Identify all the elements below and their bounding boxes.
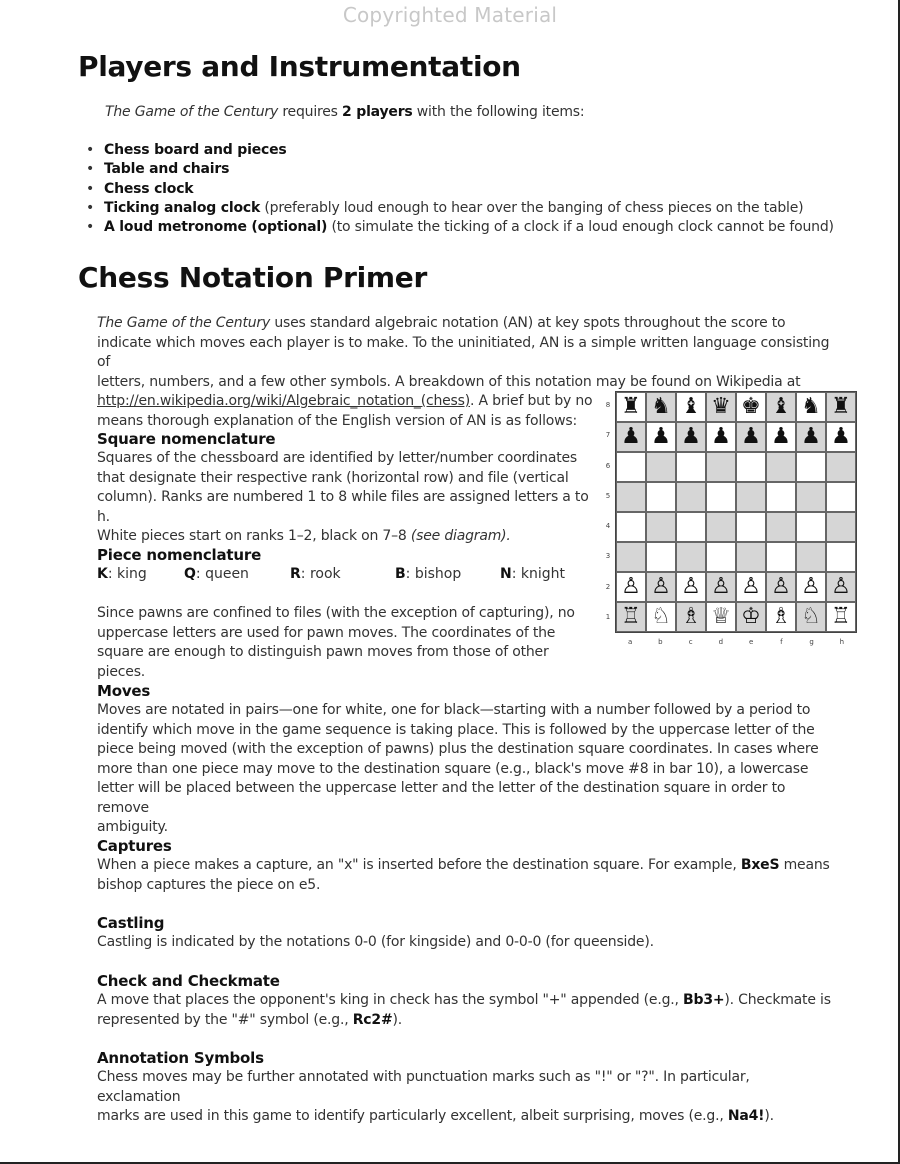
black-bishop-icon: ♝ bbox=[681, 394, 701, 419]
board-square-d5 bbox=[706, 482, 736, 512]
white-king-icon: ♔ bbox=[741, 604, 761, 629]
rank-label: 1 bbox=[605, 612, 611, 621]
white-pawn-icon: ♙ bbox=[831, 574, 851, 599]
captures-section bbox=[97, 837, 837, 895]
board-square-h3 bbox=[826, 542, 856, 572]
players-intro bbox=[105, 103, 584, 123]
board-square-c5 bbox=[676, 482, 706, 512]
board-square-d4 bbox=[706, 512, 736, 542]
item-label: Table and chairs bbox=[104, 161, 230, 178]
item-label: A loud metronome (optional) bbox=[104, 219, 328, 236]
black-bishop-icon: ♝ bbox=[771, 394, 791, 419]
item-label: Chess clock bbox=[104, 180, 194, 197]
file-label: c bbox=[688, 638, 693, 646]
watermark: Copyrighted Material bbox=[342, 3, 558, 27]
board-square-a8 bbox=[616, 392, 646, 422]
white-pawn-icon: ♙ bbox=[681, 574, 701, 599]
board-square-a2 bbox=[616, 572, 646, 602]
piece-king bbox=[97, 566, 147, 582]
piece-queen bbox=[184, 566, 249, 582]
board-square-e2 bbox=[736, 572, 766, 602]
captures-text-end: means bbox=[779, 857, 830, 873]
item-label: Chess board and pieces bbox=[104, 142, 287, 158]
rank-label: 4 bbox=[605, 522, 611, 531]
board-square-f1 bbox=[766, 602, 796, 632]
check-text: A move that places the opponent's king in check has the symbol "+" appended (e.g., bbox=[97, 992, 684, 1008]
board-square-a5 bbox=[616, 482, 646, 512]
captures-text: When a piece makes a capture, an "x" is inserted before the destination square. For example, bbox=[97, 857, 741, 873]
board-square-f5 bbox=[766, 482, 796, 512]
items-list bbox=[86, 141, 834, 237]
board-square-c3 bbox=[676, 542, 706, 572]
notation-example: Rc2# bbox=[352, 1011, 393, 1028]
primer-line: means thorough explanation of the English version of AN is as follows: bbox=[97, 412, 577, 429]
rank-label: 7 bbox=[605, 431, 611, 440]
pawn-line: square are enough to distinguish pawn moves from those of other pieces. bbox=[97, 644, 549, 680]
board-square-c8 bbox=[676, 392, 706, 422]
piece-letter: N bbox=[500, 566, 512, 582]
board-square-h7 bbox=[826, 422, 856, 452]
white-rook-icon: ♖ bbox=[831, 604, 851, 629]
game-title: The Game of the Century bbox=[97, 315, 271, 331]
board-square-b6 bbox=[646, 452, 676, 482]
file-label: e bbox=[748, 638, 754, 646]
list-item bbox=[86, 218, 834, 237]
board-square-g1 bbox=[796, 602, 826, 632]
piece-name: : king bbox=[107, 566, 147, 582]
section-heading-primer: Chess Notation Primer bbox=[78, 261, 428, 294]
board-square-f6 bbox=[766, 452, 796, 482]
piece-letter: R bbox=[290, 566, 301, 582]
square-line: Squares of the chessboard are identified by letter/number coordinates bbox=[97, 450, 577, 466]
check-text-end: ). Checkmate is bbox=[724, 992, 831, 1008]
item-label: Ticking analog clock bbox=[104, 199, 261, 216]
board-square-a1 bbox=[616, 602, 646, 632]
board-square-c6 bbox=[676, 452, 706, 482]
castling-section bbox=[97, 914, 837, 953]
black-pawn-icon: ♟ bbox=[771, 424, 791, 449]
see-diagram: (see diagram). bbox=[410, 528, 511, 544]
bullet: • bbox=[86, 161, 95, 178]
intro-text: requires bbox=[278, 104, 343, 120]
file-label: h bbox=[839, 638, 845, 646]
subheading-annotation: Annotation Symbols bbox=[97, 1049, 264, 1067]
primer-text: . A brief but by no bbox=[470, 393, 593, 409]
item-note: (preferably loud enough to hear over the banging of chess pieces on the table) bbox=[260, 199, 804, 216]
pawn-line: uppercase letters are used for pawn moves. The coordinates of the bbox=[97, 624, 556, 641]
black-rook-icon: ♜ bbox=[831, 394, 851, 419]
board-square-h1 bbox=[826, 602, 856, 632]
black-pawn-icon: ♟ bbox=[741, 424, 761, 449]
black-knight-icon: ♞ bbox=[801, 394, 821, 419]
piece-letter: B bbox=[395, 566, 406, 582]
board-square-g3 bbox=[796, 542, 826, 572]
board-square-a6 bbox=[616, 452, 646, 482]
board-square-e8 bbox=[736, 392, 766, 422]
white-knight-icon: ♘ bbox=[651, 604, 671, 629]
board-square-b4 bbox=[646, 512, 676, 542]
annotation-line bbox=[97, 1107, 837, 1127]
board-square-b5 bbox=[646, 482, 676, 512]
white-bishop-icon: ♗ bbox=[681, 604, 701, 629]
board-square-b7 bbox=[646, 422, 676, 452]
white-pawn-icon: ♙ bbox=[651, 574, 671, 599]
black-pawn-icon: ♟ bbox=[651, 424, 671, 449]
moves-line: piece being moved (with the exception of pawns) plus the destination square coordinates. In cases where bbox=[97, 741, 819, 757]
annotation-text-end: ). bbox=[764, 1108, 774, 1124]
board-square-b8 bbox=[646, 392, 676, 422]
square-line: that designate their respective rank (horizontal row) and file (vertical bbox=[97, 469, 569, 486]
captures-line bbox=[97, 856, 837, 876]
board-square-d2 bbox=[706, 572, 736, 602]
list-item bbox=[86, 141, 834, 160]
board-square-h2 bbox=[826, 572, 856, 602]
board-square-h6 bbox=[826, 452, 856, 482]
black-pawn-icon: ♟ bbox=[801, 424, 821, 449]
white-pawn-icon: ♙ bbox=[801, 574, 821, 599]
section-heading-players: Players and Instrumentation bbox=[78, 50, 521, 83]
moves-line: more than one piece may move to the destination square (e.g., black's move #8 in bar 10), a lowercase bbox=[97, 760, 809, 777]
moves-line: Moves are notated in pairs—one for white, one for black—starting with a number followed by a period to bbox=[97, 702, 811, 718]
moves-section bbox=[97, 682, 837, 838]
board-square-h8 bbox=[826, 392, 856, 422]
wikipedia-link[interactable]: http://en.wikipedia.org/wiki/Algebraic_notation_(chess) bbox=[97, 393, 470, 409]
file-label: a bbox=[627, 638, 633, 646]
white-rook-icon: ♖ bbox=[621, 604, 641, 629]
black-rook-icon: ♜ bbox=[621, 394, 641, 419]
board-square-f2 bbox=[766, 572, 796, 602]
board-square-d8 bbox=[706, 392, 736, 422]
board-square-a3 bbox=[616, 542, 646, 572]
board-square-g6 bbox=[796, 452, 826, 482]
piece-name: : queen bbox=[195, 566, 249, 582]
castling-line: Castling is indicated by the notations 0-0 (for kingside) and 0-0-0 (for queenside). bbox=[97, 934, 654, 950]
subheading-castling: Castling bbox=[97, 914, 165, 932]
black-pawn-icon: ♟ bbox=[681, 424, 701, 449]
board-square-h4 bbox=[826, 512, 856, 542]
white-pawn-icon: ♙ bbox=[771, 574, 791, 599]
primer-line: indicate which moves each player is to make. To the uninitiated, AN is a simple written language consisting of bbox=[97, 334, 830, 370]
board-square-b3 bbox=[646, 542, 676, 572]
bullet: • bbox=[86, 219, 95, 236]
rank-label: 8 bbox=[605, 401, 611, 410]
board-square-f3 bbox=[766, 542, 796, 572]
board-square-d6 bbox=[706, 452, 736, 482]
board-square-g5 bbox=[796, 482, 826, 512]
board-square-c4 bbox=[676, 512, 706, 542]
square-line: column). Ranks are numbered 1 to 8 while files are assigned letters a to h. bbox=[97, 489, 589, 525]
primer-text: uses standard algebraic notation (AN) at key spots throughout the score to bbox=[270, 315, 786, 331]
board-square-d1 bbox=[706, 602, 736, 632]
piece-bishop bbox=[395, 566, 461, 582]
board-square-a7 bbox=[616, 422, 646, 452]
board-square-d3 bbox=[706, 542, 736, 572]
annotation-text: marks are used in this game to identify particularly excellent, albeit surprising, moves (e.g., bbox=[97, 1108, 728, 1124]
piece-letter: Q bbox=[184, 566, 196, 582]
black-king-icon: ♚ bbox=[741, 394, 761, 419]
primer-line bbox=[97, 314, 837, 334]
board-square-c7 bbox=[676, 422, 706, 452]
black-queen-icon: ♛ bbox=[711, 394, 731, 419]
subheading-check: Check and Checkmate bbox=[97, 972, 280, 990]
board-square-e1 bbox=[736, 602, 766, 632]
moves-line: ambiguity. bbox=[97, 819, 168, 835]
pawn-line: Since pawns are confined to files (with the exception of capturing), no bbox=[97, 605, 575, 621]
board-square-d7 bbox=[706, 422, 736, 452]
subheading-piece: Piece nomenclature bbox=[97, 546, 262, 564]
board-square-c1 bbox=[676, 602, 706, 632]
moves-line: identify which move in the game sequence is taking place. This is followed by the uppercase letter of the bbox=[97, 721, 815, 738]
black-pawn-icon: ♟ bbox=[831, 424, 851, 449]
board-square-f8 bbox=[766, 392, 796, 422]
primer-line: letters, numbers, and a few other symbols. A breakdown of this notation may be found on Wikipedia at bbox=[97, 373, 801, 390]
piece-letter: K bbox=[97, 566, 108, 582]
white-knight-icon: ♘ bbox=[801, 604, 821, 629]
file-label: g bbox=[809, 638, 814, 646]
black-knight-icon: ♞ bbox=[651, 394, 671, 419]
subheading-square: Square nomenclature bbox=[97, 430, 276, 448]
list-item bbox=[86, 180, 834, 199]
board-square-f7 bbox=[766, 422, 796, 452]
subheading-moves: Moves bbox=[97, 682, 151, 700]
board-square-h5 bbox=[826, 482, 856, 512]
rank-label: 5 bbox=[605, 491, 611, 500]
check-line bbox=[97, 991, 837, 1011]
board-square-e4 bbox=[736, 512, 766, 542]
black-pawn-icon: ♟ bbox=[711, 424, 731, 449]
white-pawn-icon: ♙ bbox=[621, 574, 641, 599]
rank-label: 3 bbox=[605, 552, 611, 561]
bullet: • bbox=[86, 199, 95, 216]
white-pawn-icon: ♙ bbox=[741, 574, 761, 599]
file-label: d bbox=[718, 638, 724, 646]
game-title: The Game of the Century bbox=[105, 104, 279, 120]
piece-rook bbox=[290, 566, 341, 582]
board-square-e6 bbox=[736, 452, 766, 482]
square-nomenclature bbox=[97, 430, 597, 547]
check-text-end: ). bbox=[392, 1011, 402, 1028]
board-square-f4 bbox=[766, 512, 796, 542]
board-square-g4 bbox=[796, 512, 826, 542]
bullet: • bbox=[86, 142, 95, 158]
board-square-e7 bbox=[736, 422, 766, 452]
list-item bbox=[86, 199, 834, 218]
board-square-g7 bbox=[796, 422, 826, 452]
rank-label: 6 bbox=[605, 461, 611, 470]
list-item bbox=[86, 160, 834, 179]
board-square-e5 bbox=[736, 482, 766, 512]
board-square-c2 bbox=[676, 572, 706, 602]
board-square-e3 bbox=[736, 542, 766, 572]
square-text: White pieces start on ranks 1–2, black on 7–8 bbox=[97, 528, 411, 544]
annotation-line: Chess moves may be further annotated with punctuation marks such as "!" or "?". In particular, exclamation bbox=[97, 1069, 750, 1105]
board-square-b1 bbox=[646, 602, 676, 632]
pawn-note bbox=[97, 604, 597, 682]
annotation-section bbox=[97, 1049, 837, 1127]
piece-name: : bishop bbox=[405, 566, 462, 582]
file-label: f bbox=[780, 638, 783, 646]
captures-line: bishop captures the piece on e5. bbox=[97, 876, 321, 893]
white-bishop-icon: ♗ bbox=[771, 604, 791, 629]
piece-name: : knight bbox=[511, 566, 566, 582]
intro-text-end: with the following items: bbox=[412, 104, 585, 120]
piece-name: : rook bbox=[300, 566, 341, 582]
player-count: 2 players bbox=[342, 104, 413, 120]
bullet: • bbox=[86, 180, 95, 197]
chess-board-diagram bbox=[615, 391, 857, 633]
white-pawn-icon: ♙ bbox=[711, 574, 731, 599]
board-square-g2 bbox=[796, 572, 826, 602]
notation-example: Na4! bbox=[727, 1108, 765, 1124]
board-square-g8 bbox=[796, 392, 826, 422]
black-pawn-icon: ♟ bbox=[621, 424, 641, 449]
moves-line: letter will be placed between the uppercase letter and the letter of the destination square in order to remove bbox=[97, 780, 786, 816]
piece-knight bbox=[500, 566, 565, 582]
notation-example: Bb3+ bbox=[683, 992, 725, 1008]
notation-example: BxeS bbox=[740, 857, 780, 873]
white-queen-icon: ♕ bbox=[711, 604, 731, 629]
item-note: (to simulate the ticking of a clock if a loud enough clock cannot be found) bbox=[327, 219, 834, 236]
check-text: represented by the "#" symbol (e.g., bbox=[97, 1011, 353, 1028]
check-section bbox=[97, 972, 837, 1030]
check-line bbox=[97, 1011, 837, 1031]
subheading-captures: Captures bbox=[97, 837, 172, 855]
square-line bbox=[97, 527, 597, 547]
rank-label: 2 bbox=[605, 582, 611, 591]
board-square-a4 bbox=[616, 512, 646, 542]
board-square-b2 bbox=[646, 572, 676, 602]
file-label: b bbox=[658, 638, 663, 646]
